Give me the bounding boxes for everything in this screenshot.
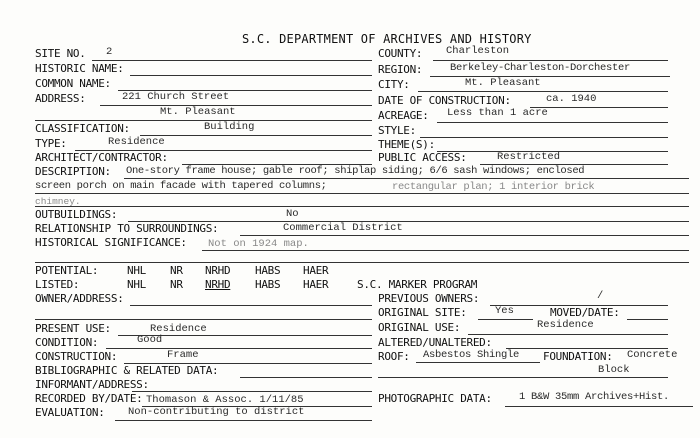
significance-value: Not on 1924 map. <box>208 238 309 250</box>
description-line-1: One-story frame house; gable roof; shiplap siding; 6/6 sash windows; enclosed <box>126 165 585 177</box>
description-label: DESCRIPTION: <box>35 165 111 178</box>
previous-owners-label: PREVIOUS OWNERS: <box>378 292 480 305</box>
potential-nr: NR <box>170 264 183 277</box>
description-line-2a: screen porch on main facade with tapered columns; <box>35 180 327 192</box>
outbuildings-label: OUTBUILDINGS: <box>35 208 118 221</box>
rule <box>418 91 668 92</box>
construction-label: CONSTRUCTION: <box>35 350 118 363</box>
rule <box>115 420 372 421</box>
rule <box>132 391 372 392</box>
potential-label: POTENTIAL: <box>35 264 99 277</box>
present-use-label: PRESENT USE: <box>35 322 111 335</box>
site-no-label: SITE NO. <box>35 47 86 60</box>
potential-nrhd: NRHD <box>205 264 231 277</box>
foundation-label: FOUNDATION: <box>543 350 613 363</box>
bibliography-label: BIBLIOGRAPHIC & RELATED DATA: <box>35 364 219 377</box>
rule <box>100 105 372 106</box>
original-use-label: ORIGINAL USE: <box>378 321 461 334</box>
surroundings-label: RELATIONSHIP TO SURROUNDINGS: <box>35 222 219 235</box>
recorded-label: RECORDED BY/DATE: <box>35 392 143 405</box>
rule <box>130 75 372 76</box>
listed-nrhd: NRHD <box>205 278 231 291</box>
rule <box>106 348 372 349</box>
listed-haer: HAER <box>303 278 329 291</box>
rule <box>35 206 689 207</box>
region-label: REGION: <box>378 63 423 76</box>
potential-nhl: NHL <box>127 264 146 277</box>
form-title: S.C. DEPARTMENT OF ARCHIVES AND HISTORY <box>242 32 532 46</box>
marker-label: S.C. MARKER PROGRAM <box>357 278 478 291</box>
classification-label: CLASSIFICATION: <box>35 122 130 135</box>
type-value: Residence <box>108 136 165 148</box>
roof-value: Asbestos Shingle <box>423 349 520 361</box>
public-access-label: PUBLIC ACCESS: <box>378 151 467 164</box>
style-label: STYLE: <box>378 124 416 137</box>
rule <box>240 377 372 378</box>
city-label: CITY: <box>378 78 410 91</box>
rule <box>35 319 372 320</box>
condition-label: CONDITION: <box>35 336 99 349</box>
rule <box>468 334 668 335</box>
foundation-value-1: Concrete <box>627 349 678 361</box>
rule <box>140 135 372 136</box>
rule <box>627 319 668 320</box>
original-site-value: Yes <box>495 305 514 317</box>
rule <box>437 122 668 123</box>
description-line-3: chimney. <box>35 196 81 207</box>
rule <box>416 362 540 363</box>
themes-label: THEME(S): <box>378 138 435 151</box>
roof-label: ROOF: <box>378 350 410 363</box>
previous-owners-value: / <box>597 290 604 302</box>
rule <box>35 262 689 263</box>
rule <box>124 178 689 179</box>
date-label: DATE OF CONSTRUCTION: <box>378 94 511 107</box>
listed-label: LISTED: <box>35 278 80 291</box>
address-line-2: Mt. Pleasant <box>160 106 236 118</box>
county-label: COUNTY: <box>378 47 423 60</box>
rule <box>420 137 668 138</box>
original-use-value: Residence <box>537 319 594 331</box>
surroundings-value: Commercial District <box>283 222 403 234</box>
original-site-label: ORIGINAL SITE: <box>378 306 467 319</box>
site-no-value: 2 <box>106 46 113 58</box>
construction-value: Frame <box>167 349 199 361</box>
photographic-label: PHOTOGRAPHIC DATA: <box>378 392 492 405</box>
listed-habs: HABS <box>255 278 281 291</box>
rule <box>202 250 689 251</box>
altered-label: ALTERED/UNALTERED: <box>378 336 492 349</box>
address-line-1: 221 Church Street <box>122 91 230 103</box>
informant-label: INFORMANT/ADDRESS: <box>35 378 149 391</box>
type-label: TYPE: <box>35 137 67 150</box>
historic-name-label: HISTORIC NAME: <box>35 62 124 75</box>
foundation-value-2: Block <box>598 364 630 376</box>
date-value: ca. 1940 <box>546 93 597 105</box>
classification-value: Building <box>204 121 255 133</box>
photographic-value: 1 B&W 35mm Archives+Hist. <box>519 391 670 403</box>
public-access-value: Restricted <box>497 151 561 163</box>
potential-haer: HAER <box>303 264 329 277</box>
evaluation-value: Non-contributing to district <box>128 406 305 418</box>
moved-label: MOVED/DATE: <box>550 306 620 319</box>
acreage-label: ACREAGE: <box>378 109 429 122</box>
description-line-2b: rectangular plan; 1 interior brick <box>392 181 595 193</box>
rule <box>478 319 533 320</box>
acreage-value: Less than 1 acre <box>447 107 548 119</box>
rule <box>35 193 689 194</box>
region-value: Berkeley-Charleston-Dorchester <box>450 62 631 74</box>
rule <box>378 377 668 378</box>
city-value: Mt. Pleasant <box>465 77 541 89</box>
outbuildings-value: No <box>286 208 299 220</box>
rule <box>433 60 668 61</box>
potential-habs: HABS <box>255 264 281 277</box>
recorded-value: Thomason & Assoc. 1/11/85 <box>146 394 304 406</box>
condition-value: Good <box>137 334 163 346</box>
evaluation-label: EVALUATION: <box>35 406 105 419</box>
rule <box>240 235 689 236</box>
common-name-label: COMMON NAME: <box>35 77 111 90</box>
owner-label: OWNER/ADDRESS: <box>35 292 124 305</box>
present-use-value: Residence <box>150 323 207 335</box>
significance-label: HISTORICAL SIGNIFICANCE: <box>35 236 187 249</box>
rule <box>130 305 372 306</box>
architect-label: ARCHITECT/CONTRACTOR: <box>35 151 168 164</box>
county-value: Charleston <box>446 45 510 57</box>
rule <box>505 406 693 407</box>
address-label: ADDRESS: <box>35 92 86 105</box>
listed-nhl: NHL <box>127 278 146 291</box>
rule <box>92 60 372 61</box>
listed-nr: NR <box>170 278 183 291</box>
rule <box>530 107 668 108</box>
